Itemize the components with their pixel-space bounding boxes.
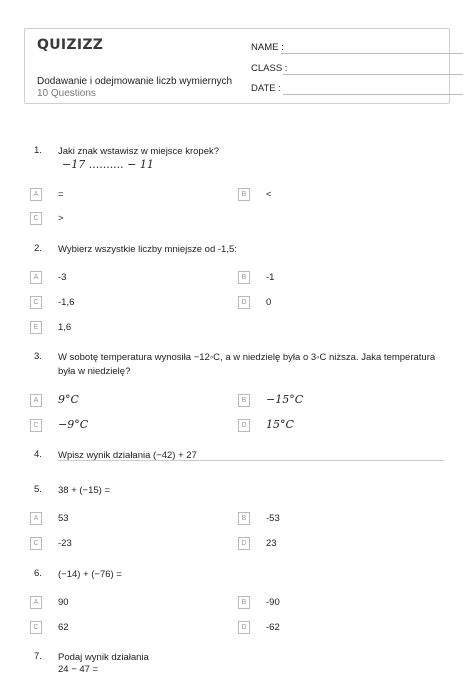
option-text[interactable]: -3 (58, 272, 67, 283)
question-math: 24 − 47 = (58, 664, 99, 675)
name-field[interactable] (251, 42, 284, 53)
option-text[interactable]: = (58, 189, 64, 200)
option-text[interactable]: -1 (266, 272, 275, 283)
question-number: 6. (34, 568, 42, 579)
option-text[interactable]: 62 (58, 622, 69, 633)
question-number: 5. (34, 484, 42, 495)
worksheet-title: Dodawanie i odejmowanie liczb wymiernych (37, 76, 233, 87)
option-letter: A (30, 188, 42, 201)
option-letter: A (30, 512, 42, 525)
question-text: Wpisz wynik działania (−42) + 27 (58, 450, 197, 461)
option-text[interactable]: -23 (58, 538, 72, 549)
option-text[interactable]: 53 (58, 513, 69, 524)
option-text[interactable]: -90 (266, 597, 280, 608)
option-letter: B (238, 596, 250, 609)
answer-line[interactable] (58, 460, 444, 461)
option-text[interactable]: -62 (266, 622, 280, 633)
option-text[interactable]: 1,6 (58, 322, 72, 333)
option-text[interactable]: 23 (266, 538, 277, 549)
option-letter: A (30, 596, 42, 609)
option-letter: A (30, 271, 42, 284)
option-text[interactable]: -1,6 (58, 297, 75, 308)
date-field[interactable] (251, 83, 281, 94)
option-letter: B (238, 188, 250, 201)
name-label: NAME : (251, 42, 284, 53)
option-text[interactable]: 9°C (58, 393, 79, 406)
option-text[interactable]: > (58, 213, 64, 224)
worksheet-header (24, 28, 450, 104)
option-letter: D (238, 419, 250, 432)
question-count: 10 Questions (37, 88, 96, 99)
option-letter: A (30, 394, 42, 407)
option-text[interactable]: −15°C (266, 393, 304, 406)
option-letter: B (238, 512, 250, 525)
option-letter: B (238, 271, 250, 284)
question-text: Wybierz wszystkie liczby mniejsze od -1,5: (58, 244, 237, 255)
option-text[interactable]: −9°C (58, 418, 89, 431)
question-number: 3. (34, 351, 42, 362)
question-number: 7. (34, 651, 42, 662)
question-number: 1. (34, 145, 42, 156)
option-text[interactable]: 0 (266, 297, 272, 308)
question-math: −17 .......... − 11 (62, 158, 154, 171)
option-text[interactable]: 15°C (266, 418, 294, 431)
date-label: DATE : (251, 83, 281, 94)
option-text[interactable]: < (266, 189, 272, 200)
option-text[interactable]: 90 (58, 597, 69, 608)
option-letter: B (238, 394, 250, 407)
option-letter: C (30, 419, 42, 432)
question-text: 38 + (−15) = (58, 485, 111, 496)
question-number: 2. (34, 243, 42, 254)
option-letter: D (238, 537, 250, 550)
option-letter: E (30, 321, 42, 334)
question-text: Podaj wynik działania (58, 652, 149, 663)
option-letter: C (30, 621, 42, 634)
question-text: W sobotę temperatura wynosiła −12◦C, a w niedzielę była o 3◦C niższa. Jaka temperatura była w niedzielę? (58, 352, 436, 377)
option-letter: D (238, 621, 250, 634)
question-text: (−14) + (−76) = (58, 569, 122, 580)
class-label: CLASS : (251, 63, 288, 74)
option-letter: C (30, 212, 42, 225)
option-letter: D (238, 296, 250, 309)
class-field[interactable] (251, 63, 287, 74)
question-number: 4. (34, 449, 42, 460)
option-letter: C (30, 537, 42, 550)
question-text: Jaki znak wstawisz w miejsce kropek? (58, 146, 220, 157)
quizizz-logo: QUIZIZZ (37, 37, 104, 53)
option-text[interactable]: -53 (266, 513, 280, 524)
option-letter: C (30, 296, 42, 309)
